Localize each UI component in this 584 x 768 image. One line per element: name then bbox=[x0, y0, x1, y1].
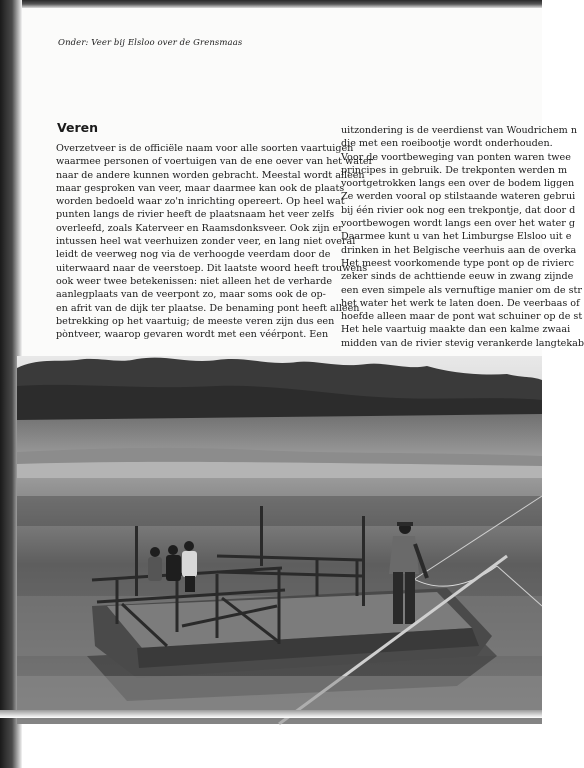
photo-caption: Onder: Veer bij Elsloo over de Grensmaas bbox=[58, 38, 243, 48]
left-text-column bbox=[56, 142, 374, 341]
text-line: voortbewogen wordt langs een over het water g bbox=[341, 218, 576, 230]
text-line: pòntveer, waarop gevaren wordt met een véérpont. Een bbox=[56, 329, 329, 341]
text-line: zeker sinds de achttiende eeuw in zwang zijnde bbox=[341, 271, 574, 283]
text-line: en afrit van de dijk ter plaatse. De benaming pont heeft alleen bbox=[56, 302, 360, 314]
text-line: Ze werden vooral op stilstaande wateren gebrui bbox=[341, 191, 576, 203]
text-line: overleefd, zoals Katerveer en Raamsdonksveer. Ook zijn er bbox=[56, 222, 343, 234]
ferry-photo bbox=[17, 356, 542, 724]
text-line: waarmee personen of voertuigen van de ene oever van het water bbox=[56, 156, 374, 168]
text-line: Het meest voorkomende type pont op de rivierc bbox=[341, 257, 574, 269]
text-line: uiterwaard naar de veerstoep. Dit laatste woord heeft trouwens bbox=[56, 262, 368, 274]
text-line: Het hele vaartuig maakte dan een kalme zwaai bbox=[341, 324, 571, 336]
text-line: maar gesproken van veer, maar daarmee kan ook de plaats bbox=[56, 182, 345, 194]
text-line: betrekking op het vaartuig; de meeste veren zijn dus een bbox=[56, 315, 335, 327]
text-line: drinken in het Belgische veerhuis aan de overka bbox=[341, 244, 577, 256]
text-line: Overzetveer is de officiële naam voor alle soorten vaartuigen bbox=[56, 143, 354, 154]
text-line: het water het werk te laten doen. De veerbaas of bbox=[341, 297, 580, 309]
text-line: die met een roeibootje wordt onderhouden. bbox=[341, 138, 553, 150]
text-line: leidt de veerweg nog via de verhoogde veerdam door de bbox=[56, 249, 331, 261]
text-line: uitzondering is de veerdienst van Woudrichem n bbox=[341, 125, 578, 136]
text-line: worden bedoeld waar zo'n inrichting opereert. Op heel wat bbox=[56, 196, 345, 208]
scan-bottom-shadow bbox=[0, 710, 542, 718]
text-line: midden van de rivier stevig verankerde langtekab bbox=[341, 337, 584, 349]
text-line: naar de andere kunnen worden gebracht. Meestal wordt alleen bbox=[56, 169, 365, 181]
text-line: hoefde alleen maar de pont wat schuiner op de st bbox=[341, 311, 583, 323]
text-line: bij één rivier ook nog een trekpontje, dat door d bbox=[341, 204, 576, 216]
text-line: ook weer twee betekenissen: niet alleen het de verharde bbox=[56, 275, 333, 287]
text-line: principes in gebruik. De trekponten werden m bbox=[341, 164, 568, 176]
text-line: aanlegplaats van de veerpont zo, maar soms ook de op- bbox=[56, 289, 326, 301]
text-line: Daarmee kunt u van het Limburgse Elsloo uit e bbox=[341, 231, 572, 243]
text-line: een even simpele als vernuftige manier om de str bbox=[341, 284, 582, 296]
text-line: voortgetrokken langs een over de bodem liggen bbox=[341, 178, 575, 190]
scan-top-edge bbox=[0, 0, 542, 8]
right-text-column bbox=[341, 124, 584, 350]
text-line: intussen heel wat veerhuizen zonder veer, en lang niet overal bbox=[56, 236, 356, 248]
text-line: Voor de voortbeweging van ponten waren twee bbox=[341, 151, 571, 163]
section-title: Veren bbox=[57, 120, 99, 135]
text-line: punten langs de rivier heeft de plaatsnaam het veer zelfs bbox=[56, 209, 335, 221]
